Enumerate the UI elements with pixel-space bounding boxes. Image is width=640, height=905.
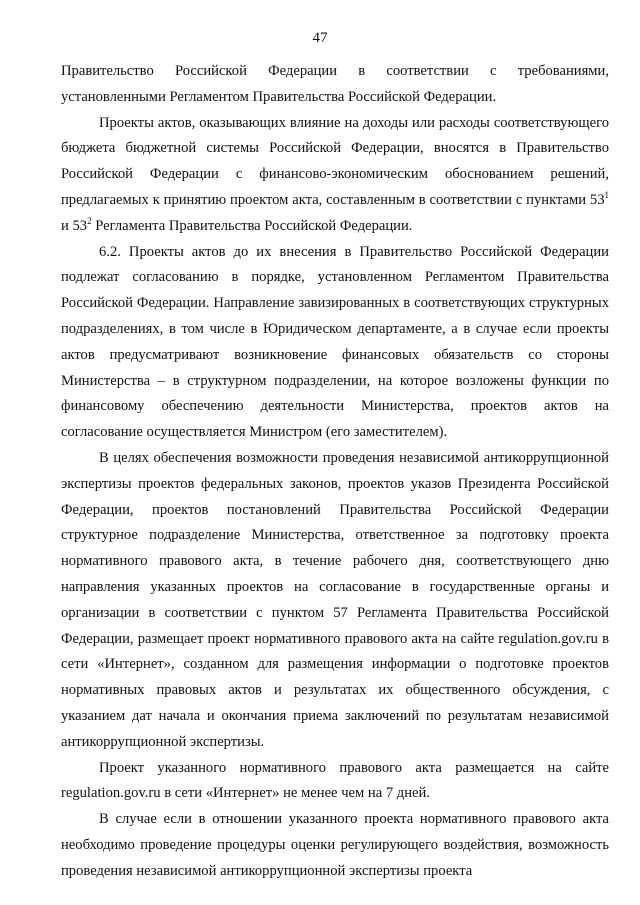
page-number: 47 <box>312 30 328 46</box>
superscript: 2 <box>87 215 92 226</box>
paragraph-posting-period: Проект указанного нормативного правового акта размещается на сайте regulation.gov.ru в сети «Интернет» не менее чем на 7 дней. <box>61 759 609 802</box>
paragraph-draft-acts-budget <box>61 111 609 240</box>
paragraph-text: Проекты актов, оказывающих влияние на доходы или расходы соответствующего бюджета бюджетной системы Российской Федерации, вносятся в Правительство Российской Федерации с финансово-экономическим обоснованием решений, предлагаемых к принятию проектом акта, составленным в соответствии с пунктами 53 <box>61 114 609 208</box>
paragraph-anticorruption-expertise: В целях обеспечения возможности проведения независимой антикоррупционной экспертизы проектов федеральных законов, проектов указов Президента Российской Федерации, проектов постановлений Правительства Российской Федерации структурное подразделение Министерства, ответственное за подготовку проекта нормативного правового акта, в течение рабочего дня, соответствующего дню направления указанных проектов на согласование в государственные органы и организации в соответствии с пунктом 57 Регламента Правительства Российской Федерации, размещает проект нормативного правового акта на сайте regulation.gov.ru в сети «Интернет», созданном для размещения информации о подготовке проектов нормативных правовых актов и результатах их общественного обсуждения, с указанием дат начала и окончания приема заключений по результатам независимой антикоррупционной экспертизы. <box>61 449 609 750</box>
superscript: 1 <box>604 190 609 201</box>
paragraph-continuation: Правительство Российской Федерации в соответствии с требованиями, установленными Регламентом Правительства Российской Федерации. <box>61 63 609 105</box>
document-body <box>61 59 609 885</box>
paragraph-section-6-2: 6.2. Проекты актов до их внесения в Правительство Российской Федерации подлежат согласованию в порядке, установленном Регламентом Правительства Российской Федерации. Направление завизированных в соответствующих структурных подразделениях, в том числе в Юридическом департаменте, а в случае если проекты актов предусматривают возникновение финансовых обязательств со стороны Министерства – в структурном подразделении, на которое возложены функции по финансовому обеспечению деятельности Министерства, проектов актов на согласование осуществляется Министром (его заместителем). <box>61 243 609 441</box>
paragraph-text: Регламента Правительства Российской Федерации. <box>91 217 413 234</box>
paragraph-text: и 53 <box>61 217 88 234</box>
paragraph-regulatory-impact: В случае если в отношении указанного проекта нормативного правового акта необходимо проведение процедуры оценки регулирующего воздействия, возможность проведения независимой антикоррупционной экспертизы проекта <box>61 811 609 879</box>
